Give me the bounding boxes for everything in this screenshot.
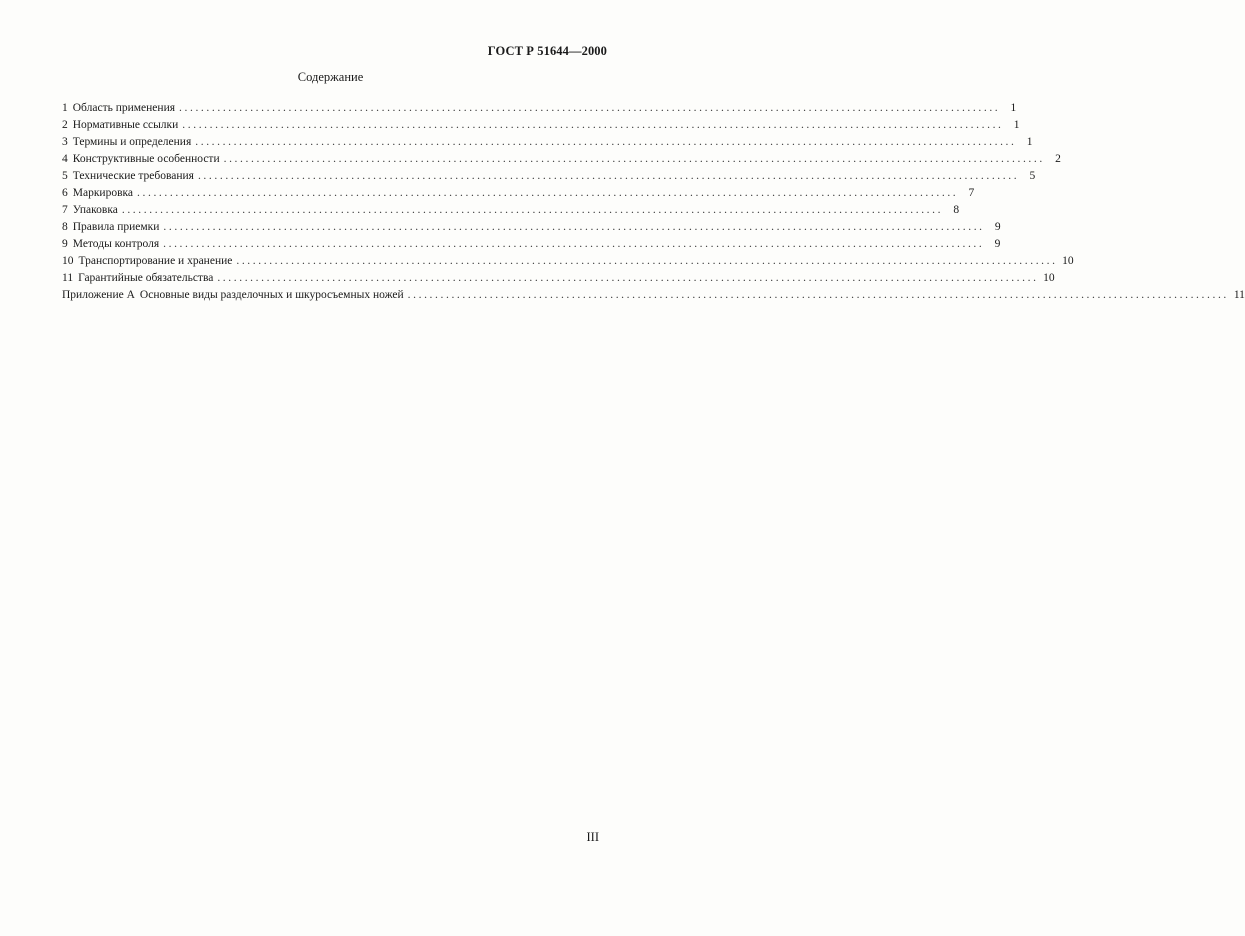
toc-entry[interactable] bbox=[62, 134, 1033, 151]
toc-entry[interactable] bbox=[62, 185, 975, 202]
toc-entry[interactable] bbox=[62, 168, 1036, 185]
toc-entry-label: Основные виды разделочных и шкуросъемных ножей bbox=[139, 289, 404, 301]
toc-entry[interactable] bbox=[62, 253, 1074, 270]
toc-leader-dots: ...................................................................................................................................................... bbox=[407, 289, 1229, 301]
toc-entry[interactable] bbox=[62, 236, 1001, 253]
toc-leader-dots: ...................................................................................................................................................... bbox=[137, 187, 959, 199]
toc-entry-page: 9 bbox=[994, 238, 1001, 250]
toc-entry-label: Технические требования bbox=[72, 170, 194, 182]
toc-entry-label: Область применения bbox=[72, 102, 176, 114]
toc-entry-number: 9 bbox=[62, 238, 68, 250]
toc-entry-label: Нормативные ссылки bbox=[72, 119, 179, 131]
toc-entry-page: 10 bbox=[1043, 272, 1055, 284]
toc-entry-label: Конструктивные особенности bbox=[72, 153, 220, 165]
toc-entry-label: Правила приемки bbox=[72, 221, 160, 233]
toc-leader-dots: ...................................................................................................................................................... bbox=[163, 238, 985, 250]
toc-leader-dots: ...................................................................................................................................................... bbox=[182, 119, 1004, 131]
toc-entry-number: 11 bbox=[62, 272, 74, 284]
toc-entry-page: 9 bbox=[994, 221, 1001, 233]
toc-entry-page: 1 bbox=[1010, 102, 1017, 114]
toc-entry-page: 10 bbox=[1062, 255, 1074, 267]
toc-entry-number: 4 bbox=[62, 153, 68, 165]
toc-entry-page: 1 bbox=[1026, 136, 1033, 148]
toc-entry-page: 1 bbox=[1013, 119, 1020, 131]
toc-entry-number: 10 bbox=[62, 255, 74, 267]
toc-entry-page: 2 bbox=[1055, 153, 1061, 165]
toc-entry-number: 7 bbox=[62, 204, 68, 216]
toc-entry-label: Транспортирование и хранение bbox=[78, 255, 233, 267]
toc-leader-dots: ...................................................................................................................................................... bbox=[236, 255, 1058, 267]
document-code: ГОСТ Р 51644—2000 bbox=[487, 44, 607, 58]
toc-title: Содержание bbox=[297, 70, 364, 84]
toc-entry-page: 7 bbox=[968, 187, 975, 199]
toc-entry[interactable] bbox=[62, 151, 1061, 168]
toc-entry-number: 8 bbox=[62, 221, 68, 233]
toc-leader-dots: ...................................................................................................................................................... bbox=[179, 102, 1001, 114]
toc-entry-appendix[interactable] bbox=[62, 287, 1245, 304]
table-of-contents bbox=[62, 100, 1245, 304]
toc-leader-dots: ...................................................................................................................................................... bbox=[163, 221, 985, 233]
toc-entry-page: 11 bbox=[1233, 289, 1245, 301]
toc-leader-dots: ...................................................................................................................................................... bbox=[121, 204, 944, 216]
toc-leader-dots: ...................................................................................................................................................... bbox=[195, 136, 1017, 148]
toc-entry[interactable] bbox=[62, 117, 1020, 134]
toc-entry[interactable] bbox=[62, 202, 960, 219]
toc-entry-number: 1 bbox=[62, 102, 68, 114]
toc-entry-number: 5 bbox=[62, 170, 68, 182]
toc-entry[interactable] bbox=[62, 270, 1055, 287]
toc-entry-label: Упаковка bbox=[72, 204, 118, 216]
toc-entry-number: 6 bbox=[62, 187, 68, 199]
toc-leader-dots: ...................................................................................................................................................... bbox=[217, 272, 1039, 284]
toc-entry-label: Методы контроля bbox=[72, 238, 160, 250]
toc-leader-dots: ...................................................................................................................................................... bbox=[223, 153, 1045, 165]
toc-entry-label: Термины и определения bbox=[72, 136, 192, 148]
toc-entry[interactable] bbox=[62, 100, 1017, 117]
toc-leader-dots: ...................................................................................................................................................... bbox=[197, 170, 1020, 182]
toc-entry[interactable] bbox=[62, 219, 1001, 236]
toc-entry-page: 8 bbox=[953, 204, 960, 216]
toc-entry-label: Маркировка bbox=[72, 187, 134, 199]
toc-entry-number: 2 bbox=[62, 119, 68, 131]
page-number: III bbox=[586, 830, 599, 844]
toc-entry-page: 5 bbox=[1029, 170, 1036, 182]
toc-entry-number: 3 bbox=[62, 136, 68, 148]
toc-entry-number: Приложение А bbox=[62, 289, 135, 301]
toc-entry-label: Гарантийные обязательства bbox=[78, 272, 214, 284]
